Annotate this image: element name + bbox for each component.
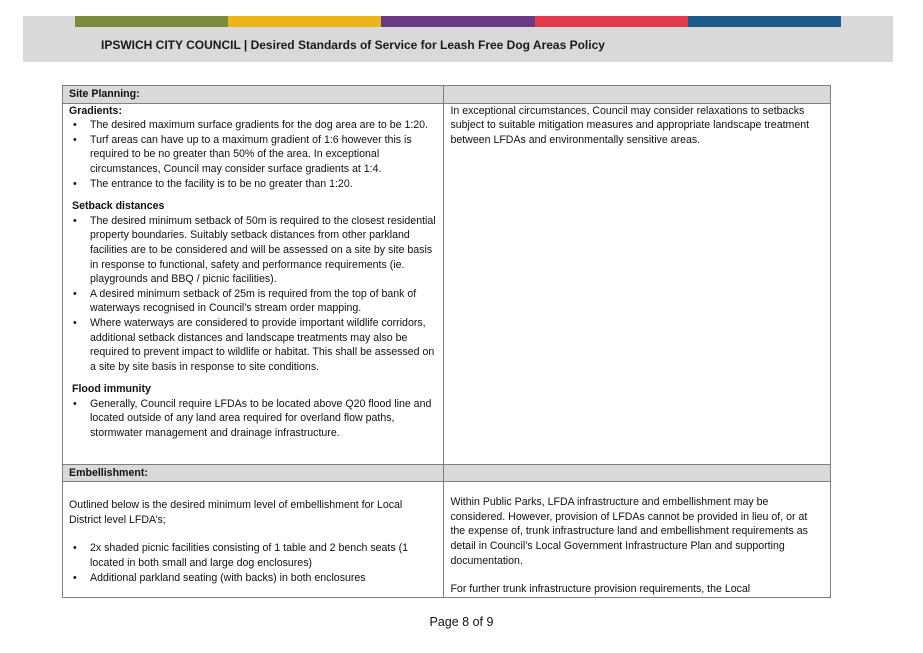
setback-heading: Setback distances bbox=[72, 200, 165, 213]
relaxation-note: In exceptional circumstances, Council may consider relaxations to setbacks subject to suitable mitigation measures and appropriate landscape treatment between LFDAs and environmentally sensitive areas. bbox=[450, 104, 810, 146]
gradients-list bbox=[69, 118, 437, 191]
embellishment-left-cell bbox=[63, 482, 444, 598]
embellishment-heading: Embellishment: bbox=[63, 464, 444, 482]
color-segment-blue bbox=[688, 16, 841, 27]
page-number: Page 8 of 9 bbox=[429, 615, 494, 629]
site-planning-content-row bbox=[63, 103, 831, 464]
list-item: • Turf areas can have up to a maximum gradient of 1:6 however this is required to be no greater than 50% of the area. In exceptional circumstances, Council may consider surface gradients at 1:4. bbox=[69, 133, 437, 177]
list-item: • A desired minimum setback of 25m is required from the top of bank of waterways recognised in Council’s stream order mapping. bbox=[69, 287, 437, 316]
color-segment-yellow bbox=[228, 16, 381, 27]
flood-immunity-list bbox=[69, 397, 437, 441]
embellishment-intro: Outlined below is the desired minimum level of embellishment for Local District level LFDA’s; bbox=[69, 499, 403, 526]
standards-table bbox=[62, 85, 831, 598]
embellishment-header-row bbox=[63, 464, 831, 482]
brand-color-bar bbox=[75, 16, 841, 27]
site-planning-left-cell bbox=[63, 103, 444, 464]
list-item: • Where waterways are considered to provide important wildlife corridors, additional setback distances and landscape treatments may also be required to prevent impact to wildlife or habitat. This shall be assessed on a site by site basis in response to site conditions. bbox=[69, 316, 437, 374]
embellishment-list bbox=[69, 541, 437, 585]
gradients-heading: Gradients: bbox=[69, 104, 122, 117]
list-item: • The desired minimum setback of 50m is required to the closest residential property boundaries. Suitably setback distances from other parkland facilities are to be considered and will be assessed on a site by site basis in response to functional, safety and performance requirements (ie. playgrounds and BBQ / picnic facilities). bbox=[69, 214, 437, 287]
site-planning-header-row bbox=[63, 86, 831, 104]
setback-list bbox=[69, 214, 437, 375]
embellishment-content-row bbox=[63, 482, 831, 598]
site-planning-heading-blank bbox=[444, 86, 831, 104]
public-parks-note: Within Public Parks, LFDA infrastructure and embellishment may be considered. However, provision of LFDAs cannot be provided in lieu of, or at the expense of, trunk infrastructure land and embellishment requirements as detail in Council’s Local Government Infrastructure Plan and supporting documentation. bbox=[450, 496, 808, 567]
list-item: • 2x shaded picnic facilities consisting of 1 table and 2 bench seats (1 located in both small and large dog enclosures) bbox=[69, 541, 437, 570]
list-item: • The entrance to the facility is to be no greater than 1:20. bbox=[69, 177, 437, 192]
color-segment-olive bbox=[75, 16, 228, 27]
document-header-title: IPSWICH CITY COUNCIL | Desired Standards of Service for Leash Free Dog Areas Policy bbox=[101, 38, 605, 52]
site-planning-heading: Site Planning: bbox=[63, 86, 444, 104]
color-segment-purple bbox=[381, 16, 534, 27]
embellishment-right-cell bbox=[444, 482, 831, 598]
site-planning-right-cell bbox=[444, 103, 831, 464]
trunk-infrastructure-note: For further trunk infrastructure provision requirements, the Local bbox=[450, 583, 751, 596]
color-segment-red bbox=[535, 16, 688, 27]
list-item: • The desired maximum surface gradients for the dog area are to be 1:20. bbox=[69, 118, 437, 133]
list-item: • Additional parkland seating (with backs) in both enclosures bbox=[69, 571, 437, 586]
list-item: • Generally, Council require LFDAs to be located above Q20 flood line and located outside of any land area required for overland flow paths, stormwater management and drainage infrastructure. bbox=[69, 397, 437, 441]
flood-immunity-heading: Flood immunity bbox=[72, 383, 151, 396]
embellishment-heading-blank bbox=[444, 464, 831, 482]
